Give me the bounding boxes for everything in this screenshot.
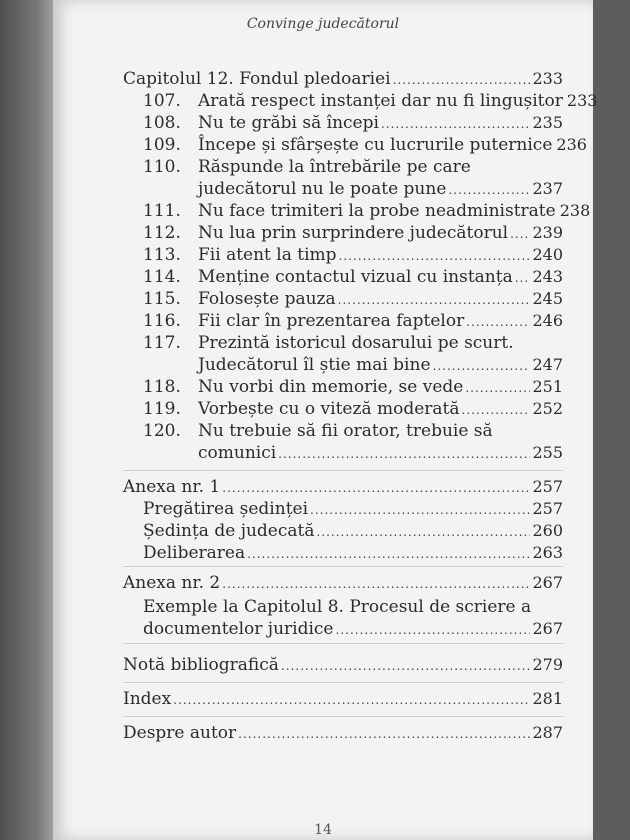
item-title: Vorbește cu o viteză moderată — [198, 399, 460, 419]
item-number: 116. — [143, 311, 181, 331]
item-title: Menține contactul vizual cu instanța — [198, 267, 513, 287]
item-page: 247 — [532, 355, 563, 374]
item-page: 267 — [532, 619, 563, 638]
item-page: 245 — [532, 289, 563, 308]
item-page: 263 — [532, 543, 563, 562]
dot-leader — [448, 179, 530, 201]
item-number: 113. — [143, 245, 181, 265]
item-title: Nu lua prin surprindere judecătorul — [198, 223, 509, 243]
toc-item-first-line — [143, 156, 471, 178]
toc-item — [143, 112, 563, 135]
section-divider — [123, 682, 563, 683]
item-page: 243 — [532, 267, 563, 286]
toc-item — [143, 498, 563, 521]
item-number: 119. — [143, 399, 181, 419]
toc-back-matter-row — [123, 654, 563, 677]
toc-back-matter-row — [123, 688, 563, 711]
dot-leader — [222, 573, 530, 595]
item-title: Prezintă istoricul dosarului pe scurt. — [198, 333, 514, 353]
annex-page: 267 — [532, 573, 563, 592]
back-matter-title: Despre autor — [123, 723, 237, 743]
item-page: 252 — [532, 399, 563, 418]
toc-item — [143, 618, 563, 641]
back-matter-title: Index — [123, 689, 172, 709]
item-title: Arată respect instanței dar nu fi lingușitor — [198, 91, 563, 111]
dot-leader — [338, 289, 531, 311]
dot-leader — [393, 69, 531, 91]
item-number: 110. — [143, 157, 181, 177]
dot-leader — [336, 619, 531, 641]
item-title: Începe și sfârșește cu lucrurile puternice — [198, 135, 553, 155]
annex-title: Anexa nr. 2 — [123, 573, 221, 593]
item-page: 238 — [559, 201, 591, 220]
dot-leader — [316, 521, 530, 543]
toc-item-first-line — [143, 420, 493, 442]
toc-item — [198, 178, 563, 201]
back-matter-page: 287 — [532, 723, 563, 742]
toc-annex-row — [123, 572, 563, 595]
back-matter-title: Notă bibliografică — [123, 655, 279, 675]
toc-item — [143, 288, 563, 311]
page-number: 14 — [314, 822, 332, 838]
item-page: 237 — [532, 179, 563, 198]
dot-leader — [281, 655, 531, 677]
toc-item — [143, 266, 563, 289]
dot-leader — [278, 443, 530, 465]
item-number: 115. — [143, 289, 181, 309]
item-page: 240 — [532, 245, 563, 264]
toc-item — [143, 398, 563, 421]
toc-item — [143, 200, 591, 223]
toc-item — [198, 354, 563, 377]
chapter-page: 233 — [532, 69, 563, 88]
back-matter-page: 279 — [532, 655, 563, 674]
back-matter-page: 281 — [532, 689, 563, 708]
item-title: Ședința de judecată — [143, 521, 315, 541]
toc-item — [143, 520, 563, 543]
dot-leader — [465, 377, 530, 399]
dot-leader — [466, 311, 530, 333]
dot-leader — [247, 543, 530, 565]
dot-leader — [515, 267, 531, 289]
section-divider — [123, 470, 563, 471]
item-title: Pregătirea ședinței — [143, 499, 309, 519]
item-page: 233 — [566, 91, 598, 110]
toc-item — [143, 244, 563, 267]
item-page: 239 — [532, 223, 563, 242]
annex-page: 257 — [532, 477, 563, 496]
item-title: Nu vorbi din memorie, se vede — [198, 377, 464, 397]
toc-back-matter-row — [123, 722, 563, 745]
item-title: Folosește pauza — [198, 289, 336, 309]
item-number: 109. — [143, 135, 181, 155]
item-number: 111. — [143, 201, 181, 221]
item-page: 255 — [532, 443, 563, 462]
toc-item — [143, 90, 598, 113]
toc-item — [143, 542, 563, 565]
dot-leader — [462, 399, 531, 421]
running-header: Convinge judecătorul — [246, 16, 400, 32]
section-divider — [123, 716, 563, 717]
toc-annex-row — [123, 476, 563, 499]
toc-item — [143, 222, 563, 245]
dot-leader — [339, 245, 531, 267]
item-number: 117. — [143, 333, 181, 353]
item-title: Nu face trimiteri la probe neadministrate — [198, 201, 556, 221]
item-page: 251 — [532, 377, 563, 396]
chapter-title: Capitolul 12. Fondul pledoariei — [123, 69, 391, 89]
item-number: 118. — [143, 377, 181, 397]
item-page: 236 — [556, 135, 587, 154]
toc-item-first-line — [143, 596, 531, 618]
dot-leader — [222, 477, 530, 499]
item-page: 235 — [532, 113, 563, 132]
item-page: 246 — [532, 311, 563, 330]
dot-leader — [310, 499, 530, 521]
item-title-continued: judecătorul nu le poate pune — [198, 179, 447, 199]
item-title-continued: comunici — [198, 443, 277, 463]
toc-item — [198, 442, 563, 465]
toc-item-first-line — [143, 332, 514, 354]
dot-leader — [238, 723, 530, 745]
dot-leader — [433, 355, 531, 377]
item-number: 120. — [143, 421, 181, 441]
item-title: Fii clar în prezentarea faptelor — [198, 311, 465, 331]
item-page: 260 — [532, 521, 563, 540]
item-title-continued: Judecătorul îl știe mai bine — [198, 355, 431, 375]
section-divider — [123, 643, 563, 644]
item-number: 112. — [143, 223, 181, 243]
dot-leader — [381, 113, 531, 135]
section-divider — [123, 566, 563, 567]
item-number: 108. — [143, 113, 181, 133]
item-page: 257 — [532, 499, 563, 518]
toc-item — [143, 134, 587, 157]
item-title: Nu trebuie să fii orator, trebuie să — [198, 421, 493, 441]
annex-title: Anexa nr. 1 — [123, 477, 221, 497]
item-title-continued: documentelor juridice — [143, 619, 334, 639]
item-number: 114. — [143, 267, 181, 287]
toc-chapter-row — [123, 68, 563, 91]
item-title: Exemple la Capitolul 8. Procesul de scriere a — [143, 597, 532, 617]
item-title: Răspunde la întrebările pe care — [198, 157, 471, 177]
toc-item — [143, 310, 563, 333]
spine-shadow — [0, 0, 53, 840]
item-title: Fii atent la timp — [198, 245, 337, 265]
dot-leader — [173, 689, 530, 711]
dot-leader — [510, 223, 530, 245]
toc-item — [143, 376, 563, 399]
item-title: Deliberarea — [143, 543, 246, 563]
item-title: Nu te grăbi să începi — [198, 113, 379, 133]
book-page — [53, 0, 598, 840]
table-of-contents — [53, 0, 598, 840]
item-number: 107. — [143, 91, 181, 111]
